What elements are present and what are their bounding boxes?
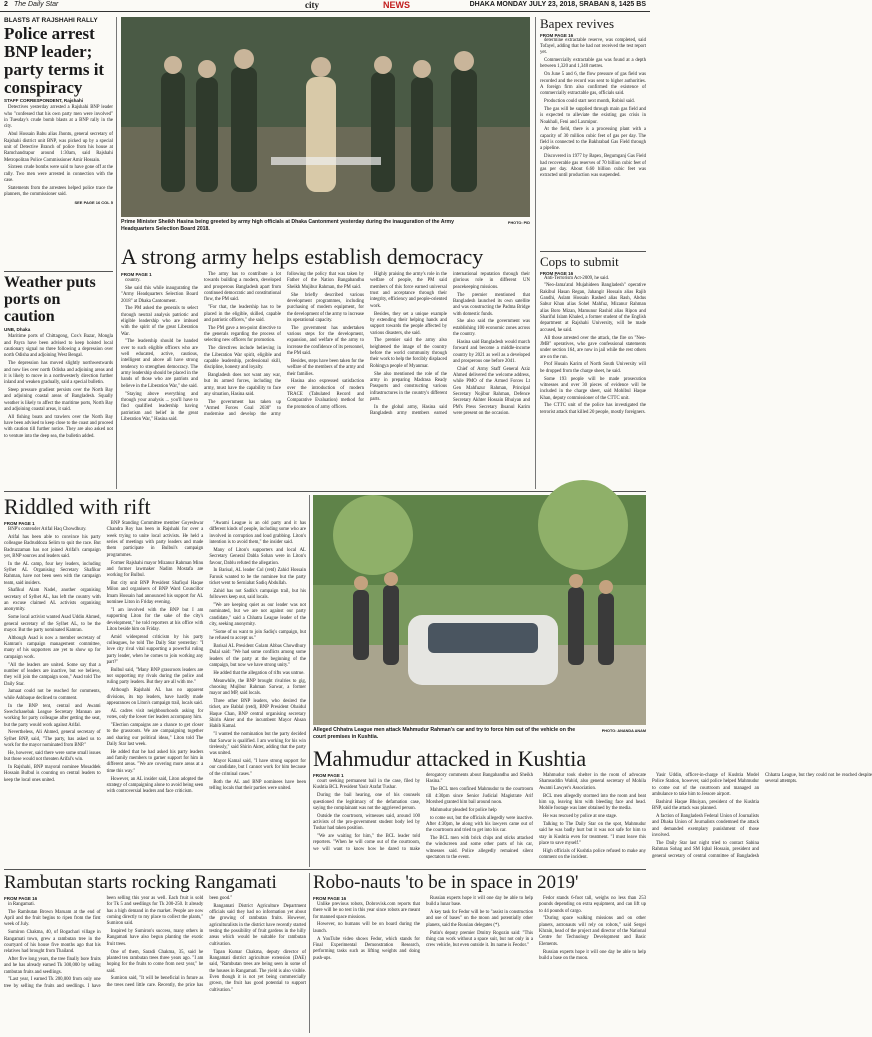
paragraph: "The leadership should be handed over to such eligible officers who are well educated, active, cautious, intelligent and above all have strong tendency to strengthen democracy. The army leadership should be placed in the hands of those who are patriots and believe in the Liberation War," she said. — [121, 339, 198, 389]
paragraph: "Some of us want to join Sadiq's campaign, but he refused to accept us." — [209, 629, 306, 642]
paragraph: High officials of Kushtia police refused to make any comment on the incident. — [539, 848, 646, 861]
column-divider — [309, 495, 310, 867]
paragraph: The depression has moved slightly northwestwards and now lies over north Odisha and adjoining areas and it is likely to move in a northwesterly direction further inland and weaken gradually, said a special bulletin. — [4, 361, 113, 386]
paragraph: Many of Liton's supporters and local AL Secretary General Dabla Sohan were in Liton's favour, Dablu refuted the allegation. — [209, 547, 306, 566]
robonauts-kicker: FROM PAGE 16 — [313, 895, 347, 901]
cops-story — [540, 255, 646, 487]
divider — [4, 491, 646, 492]
paper-name: The Daily Star — [14, 1, 59, 8]
paragraph: Outside the courtroom, witnesses said, around 100 activists of the pro-government student body led by Tushar had taken position. — [313, 813, 420, 832]
paragraph: During the bail hearing, one of his counsels questioned the legitimacy of the defamation case, saying the complainant was not the aggrieved person. — [313, 793, 420, 811]
paragraph: Talking to The Daily Star on the spot, Mahmudur said he was badly hurt but it was not safe for him to stay in Kushtia even for treatment. "I must leave this place to save myself." — [539, 821, 646, 846]
paragraph: The CTTC unit of the police has investigated the terrorist attack that killed 20 people, mostly foreigners. — [540, 403, 646, 415]
paragraph: "For that, the leadership has to be placed in the eligible, skilled, capable and patriotic officers," she said. — [204, 305, 281, 323]
divider — [4, 869, 646, 870]
paragraph: Bangladesh does not want any war, but its armed forces, including the army, must have the capability to face any situation, Hasina said. — [204, 373, 281, 397]
riddled-story — [4, 495, 306, 865]
paragraph: Mayor Kamal said, "I have strong support for our candidate, but I cannot work for him because of the criminal cases." — [209, 759, 306, 777]
paragraph: After five long years, the tree finally bore fruits and he has already earned Tk 300,000 by selling rambutan fruits and seedlings. — [4, 957, 101, 975]
paragraph: Unlike previous robots, Dobrovisk.com reports that there will be no test in this year since robots are meant for manned space missions. — [313, 901, 420, 920]
army-photo-credit: PHOTO: PID — [507, 221, 530, 225]
rambutan-kicker: FROM PAGE 16 — [4, 895, 38, 901]
paragraph: The army has to contribute a lot towards building a modern, developed and prosperous Bangladesh apart from continued democratic and constitutional flow, the PM said. — [204, 272, 281, 303]
section-name: city — [305, 0, 319, 10]
column-divider — [309, 873, 310, 1033]
paragraph: The BCL men with brick chips and sticks attacked the windscreen and some other parts of his car, witnesses said. Police allegedly remained silent spectators to the event. — [426, 836, 533, 861]
weather-byline: UNB, Dhaka — [4, 327, 31, 333]
rajshahi-kicker: BLASTS AT RAJSHAHI RALLY — [4, 17, 98, 24]
kushtia-photo-credit: PHOTO: ANANDA ANAM — [601, 729, 646, 733]
paragraph: BNP Standing Committee member Goyeshwar Chandra Roy has been in Rajshahi for over a week trying to unite local activists. He held a series of meetings with party leaders and made them participate in Bulbul's campaign programmes. — [106, 521, 204, 558]
paragraph: The government has undertaken various steps for the development, expansion, and welfare of the army to increase the confidence of its personnel, the PM said. — [287, 325, 364, 357]
paragraph: On June 5 and 6, the flow pressure of gas field was recorded and the record was sent to higher authorities. A foreign firm also confirmed the existence of commercially extractable gas, officials said. — [540, 72, 646, 97]
cops-headline: Cops to submit — [540, 254, 619, 269]
paragraph: Detectives yesterday arrested a Rajshahi BNP leader who "confessed that his own party men were involved" in Tuesday's crude bomb blasts at a BNP rally in the city. — [4, 105, 113, 130]
robonauts-story — [313, 873, 646, 1033]
paragraph: Barisal AL President Golam Abbas Chowdhury Dulal said: "We had some conflicts among some leaders of the party at the beginning of the campaign, but now we have strong unity." — [209, 644, 306, 668]
paragraph: She also mentioned the role of the army in preparing Madrasa Ready Passports and constructing various infrastructures in the country's different parts. — [370, 371, 447, 402]
army-story — [121, 245, 530, 485]
column-divider — [116, 17, 117, 489]
paragraph: The Daily Star last night tried to contact Sabina Rahman Sohag and SM Iqbal Hossain, president and general secretary of central committee of Bangladesh Chhatra League, but they could not be reached despite several attempts. — [652, 773, 872, 859]
bapex-story — [540, 17, 646, 249]
paragraph: All fishing boats and trawlers over the North Bay have been advised to keep close to the coast and proceed with caution till further notice. They are also asked not to venture into the deep sea, the bulletin added. — [4, 414, 113, 439]
paragraph: Hasina also expressed satisfaction over the introduction of modern TRACE (Tabulated Record and Comparative Evaluation) method for the promotion of army officers. — [287, 379, 364, 410]
kushtia-story — [313, 746, 872, 865]
paragraph: "Awami League is an old party and it has different kinds of people, including some who are involved in corruption and loud grabbing. Liton's intention is to avoid them," the insider said. — [209, 521, 306, 546]
paragraph: BNP's contender Arifal Haq Chowdhury. — [8, 527, 87, 533]
paragraph: In the global army, Hasina said Bangladesh army members earned international reputation through their glorious role in different UN peacekeeping missions. — [370, 272, 530, 416]
rambutan-body — [4, 896, 306, 1030]
masthead — [0, 0, 650, 12]
paragraph: Steep pressure gradient persists over the North Bay and adjoining coastal areas of Bangladesh. Squally weather is likely to affect the maritime ports, North Bay and adjoining coastal areas, it said. — [4, 388, 113, 412]
paragraph: BCL men allegedly stormed into the room and beat him up, leaving him with bleeding face and head. Mobile footage was later obtained by the media. — [539, 793, 646, 812]
bapex-body — [540, 38, 646, 180]
rajshahi-headline: Police arrest BNP leader; party terms it conspiracy — [4, 24, 105, 97]
paragraph: Although Asad is now a member secretary of Kamran's campaign management committee, many of his supporters are yet to show up for campaign work. — [4, 635, 101, 660]
paragraph: Both the AL and BNP nominees have been telling locals that their parties were united. — [209, 779, 306, 791]
paragraph: in Rangamati. — [8, 901, 35, 907]
paragraph: Zahid has not Sadik's campaign trail, but his followers keep out, said locals. — [209, 588, 306, 601]
paragraph: Sixteen crude bombs were said to have gone off at the rally. Two men were arrested in connection with the case. — [4, 165, 113, 183]
paragraph: Shafikul Alam Nadel, another organising secretary of Sylhet AL, has left the country with an excuse claimed AL activists organising anonymity. — [4, 588, 101, 613]
paragraph: Commercially extractable gas was found at a depth between 1,320 and 1,340 metres. — [540, 58, 646, 70]
paragraph: He, however, said there were some small issues but those would not threaten Arifal's win. — [4, 750, 101, 763]
dateline: DHAKA MONDAY JULY 23, 2018, SRABAN 8, 1425 BS — [469, 1, 646, 8]
page-number: 2 — [4, 1, 8, 8]
army-caption-row — [121, 219, 530, 237]
divider — [4, 271, 113, 272]
robonauts-headline: Robo-nauts 'to be in space in 2019' — [313, 872, 579, 893]
paragraph: The PM gave a ten-point directive to the generals regarding the process of selecting new officers for promotion. — [204, 325, 281, 344]
paragraph: However, no humans will be on board during the launch. — [313, 922, 420, 934]
paragraph: Yasir Uddin, officer-in-charge of Kushtia Model Police Station, however, said police helped Mahmudur to come out of the courtroom and managed an ambulance to take him to Jessore airport. — [652, 773, 759, 798]
paragraph: At the field, there is a processing plant with a capacity of 30 million cubic feet of gas per day. The field is connected to the Bakhrabad Gas Field through a pipeline. — [540, 127, 646, 152]
paragraph: Amid widespread criticism by his party colleagues, he told The Daily Star yesterday: "I love city rival vital supporting a powerful ruling party leader, when he comes to join working any part?" — [106, 634, 204, 665]
paragraph: "All the leaders are united. Some say that a number of leaders are inactive, but we believe, they will join the campaign soon," Asad told The Daily Star. — [4, 662, 101, 687]
paragraph: The premier said the army also heightened the image of the country before the world community through their work to help the forcibly displaced Rohingya people of Myanmar. — [370, 338, 447, 369]
paragraph: Putin's deputy premier Dmitry Rogozin said: "This thing can work without a space suit, but not only in a crew vehicle, but even outside it. Its name is Feodor." — [426, 930, 533, 949]
army-body — [121, 272, 530, 484]
paragraph: Hasina said Bangladesh would march forward and become a middle-income country by 2021 as well as a developed and prosperous one before 2041. — [453, 339, 530, 364]
army-headline: A strong army helps establish democracy — [121, 244, 484, 269]
paragraph: Three other BNP leaders, who desired the ticket, are Bablal (retd), BNP President Obaidul Haque Chan, BNP central organising secretary Shirin Akter and the incumbent Mayor Ahsan Habib Kamal. — [209, 699, 306, 730]
rambutan-headline: Rambutan starts rocking Rangamati — [4, 872, 277, 893]
paragraph: Fedor stands 6-foot tall, weighs no less than 253 pounds depending on extra equipment, and can lift up to 44 pounds of cargo. — [539, 895, 646, 914]
riddled-kicker: FROM PAGE 1 — [4, 521, 35, 527]
paragraph: Besides, steps have been taken for the welfare of the members of the army and their families. — [287, 358, 364, 377]
paragraph: But city unit BNP President Shafiqul Haque Milon and organisers of BNP Ward Councillor Imam Hossain had announced his support for AL nominee Liton in Friday evening. — [106, 581, 204, 606]
paragraph: Former Rajshahi mayor Mizanur Rahman Minu and former lawmaker Nadim Mostafa are working for Bulbul. — [106, 560, 204, 579]
army-photo-illustration — [121, 17, 530, 217]
news-tag: NEWS — [383, 0, 410, 10]
paragraph: Russian experts hope it will one day be able to help build a lunar base. — [426, 895, 533, 908]
paragraph: "We are waiting for him," the BCL leader told reporters. "When he will come out of the courtroom, we will want to know how he dared to make derogatory comments about Bangabandhu and Sheikh Hasina." — [313, 773, 533, 852]
army-photo-caption: Prime Minister Sheikh Hasina being greeted by army high officials at Dhaka Cantonment yesterday during the inauguration of the Army Headquarters Selection Board 2018. — [121, 219, 455, 232]
paragraph: The directives include believing in the Liberation War spirit, eligible and capable leadership, professional skill, discipline, honesty and loyalty. — [204, 346, 281, 371]
paragraph: Maritime ports of Chittagong, Cox's Bazar, Mongla and Payra have been advised to keep hoisted local cautionary signal no three following a depression over north Odisha and adjoining West Bengal. — [4, 334, 113, 359]
paragraph: In the AL camp, four key leaders, including Sylhet AL Organising Secretary Shafikur Rahman, have not been seen with the campaign team, said insiders. — [4, 561, 101, 586]
paragraph: A YouTube video shows Fedor, which stands for Final Experimental Demonstration Research, performing tasks such as lifting weights and doing push-ups. — [313, 936, 420, 961]
bapex-headline: Bapex revives — [540, 16, 615, 31]
paragraph: A faction of Bangladesh Federal Union of Journalists and Dhaka Union of Journalists condemned the attack and demanded exemplary punishment of those involved. — [652, 814, 759, 839]
weather-headline: Weather puts ports on caution — [4, 274, 96, 325]
kushtia-caption-row — [313, 727, 646, 745]
paragraph: Jamaat could not be reached for comments, while Ashbaque declined to comment. — [4, 689, 101, 701]
paragraph: Sumiron said, "It will be beneficial in future as the trees need little care. Recently, the price has been good." — [106, 895, 233, 988]
paragraph: She said this while inaugurating the "Army Headquarters Selection Board 2018" at Dhaka Cantonment. — [121, 285, 198, 304]
paragraph: The premier mentioned that Bangladesh launched its own satellite and was constructing the Padma Bridge with domestic funds. — [453, 292, 530, 317]
paragraph: Rangamati District Agriculture Department officials said they had no information yet about the growing of rambutan fruits. However, agriculturalists in the district have recently started testing the possibility of fruit gardens in the hilly areas which would be suitable for rambutan cultivation. — [209, 903, 306, 947]
paragraph: However, an AL insider said, Liton adopted the strategy of campaigning alone to avoid being seen with controversial leaders and face criticism. — [106, 776, 204, 795]
paragraph: Mahmudur pleaded for police help — [430, 807, 497, 813]
paragraph: He was rescued by police at one stage. — [543, 814, 618, 820]
kushtia-headline: Mahmudur attacked in Kushtia — [313, 746, 587, 771]
paragraph: "I wanted the nomination but the party decided that Sarwar is qualified. I am working for his win tirelessly," said Shirin Akter, adding that the party was united. — [209, 732, 306, 757]
paragraph: Bashirul Haque Bhuiyan, president of the Kushtia BNP, said the attack was planned. — [652, 799, 759, 812]
kushtia-kicker: FROM PAGE 1 — [313, 773, 344, 779]
riddled-headline: Riddled with rift — [4, 494, 151, 519]
army-kicker: FROM PAGE 1 — [121, 272, 152, 278]
rajshahi-body — [4, 105, 113, 198]
weather-story — [4, 275, 113, 485]
paragraph: A key task for Fedor will be to "assist in construction and use of bases" on the moon and potentially other planets, said the Russian delegates (*). — [426, 910, 533, 928]
paragraph: Chief of Army Staff General Aziz Ahmed delivered the welcome address, while PMO of the Armed Forces Lt Gen Mahfuzur Rahman, Principal Secretary Nojibur Rahman, Defence Secretary Akhter Hossain Bhuiyan and PM's Press Secretary Ihsanul Karim were present on the occasion. — [453, 366, 530, 416]
weather-body — [4, 334, 113, 440]
paragraph: "During space walking missions and on other planets, astronauts will rely on robots," said Sergei Khrain, head of the project and director of the National Centre for Technology Development and Basic Elements. — [539, 916, 646, 947]
jump-line: SEE PAGE 16 COL 5 — [74, 200, 113, 206]
paragraph: determine extractable reserve, was completed, said Tofayel, adding that he had not received the test report yet. — [540, 37, 646, 56]
kushtia-body — [313, 773, 872, 863]
paragraph: Abul Hossain Babu alias Jhontu, general secretary of Rajshahi district unit BNP, was picked up by a special unit of Detective Branch of police from his house at Ramchandrapur around 1:30am, said Rajshahi Metropolitan Police Commissioner Amir Hossain. — [4, 132, 113, 163]
riddled-body — [4, 521, 306, 863]
paragraph: "We are keeping quiet as our leader was not nominated, but we are not against our party candidate," said a Chhatra League leader of the city, seeking anonymity. — [209, 603, 306, 628]
paragraph: "Last year, I earned Tk 200,000 from only one tree by selling the fruits and seedlings. I have been selling this year as well. Each fruit is sold for Tk 5 and seedlings for Tk 200-250. It already has a high demand in the market. People are now coming directly to my place to collect the plants," Sumiron said. — [4, 895, 204, 989]
paragraph: One of them, Saradi Chakma, 35, said he planted ten rambutan trees three years ago. "I am hoping for the fruits to come from next year," he said. — [106, 949, 204, 974]
paragraph: He added that the allegation of rifts was untrue. — [213, 670, 305, 676]
paragraph: The PM asked the generals to select through neutral analysis patriotic and eligible leadership who are imbued with the spirit of the great Liberation War. — [121, 306, 198, 337]
paragraph: "Neo-Jama'atul Mujahideen Bangladesh" operative Rakibul Hasan Regan, Jahangir Hossain alias Rajib Gandhi, Aslam Hossain Rashed alias Rash, Abdus Sabur Khan alias Sohel Mahfuz, Mizanur Rahman alias Boro Mizan, Mamunur Rashid alias Ripon and Shariful Islam Khaled, a former student of the English department at Rajshahi University, will be made accused, he said. — [540, 283, 646, 333]
rambutan-story — [4, 873, 306, 1033]
paragraph: In Barisal, AL leader Col (retd) Zahid Hossain Farouk wanted to be the nominee but the party ticket went to Serniabat Sadiq Abdullah. — [209, 568, 306, 587]
rajshahi-story — [4, 17, 113, 267]
paragraph: Mahmudur took shelter in the room of advocate Shamsuddin Wahid, also general secretary of Mohila Awami Lawyer's Association. — [539, 773, 646, 791]
paragraph: Meanwhile, the BNP brought rivalries to gig, choosing Mujibur Rahman Sarwar, a former mayor and MP, said locals. — [209, 678, 306, 697]
paragraph: In the BNP tent, central and Awami Swechchasebak League Secretary Mannan are working for party colleague after getting the seat, but the party would work against Arifal. — [4, 703, 101, 728]
paragraph: Inspired by Sumiron's success, many others in Rangamati have also begun planting the exotic fruit trees. — [106, 929, 204, 947]
paragraph: Some local activist wanted Asad Uddin Ahmed, general secretary of the Sylhet AL, to be the mayor. But the party nominated Kamran. — [4, 615, 101, 633]
paragraph: Although Rajshahi AL has no apparent divisions, its top leaders, have hardly made appearances on Liton's campaign trail, locals said. — [106, 688, 204, 706]
army-photo — [121, 17, 530, 217]
paragraph: Anti-Terrorism Act-2009, he said. — [544, 275, 610, 281]
paragraph: The BCL men confined Mahmudur to the courtroom till 4:30pm since Senior Judicial Magistrate Arif Morshed granted him bail around noon. — [426, 787, 533, 805]
bapex-kicker: FROM PAGE 16 — [540, 32, 574, 38]
paragraph: She briefly described various development programmes, including purchasing of modern equipment, for the development of the army to increase its operational capacity. — [287, 292, 364, 323]
paragraph: The Rambutan Brown Maruam at the end of April and the fruit begins to ripen from the first week of July. — [4, 909, 101, 928]
paragraph: Statements from the arrestees helped police trace the planners, the commissioner said. — [4, 185, 113, 198]
paragraph: Some 193 people will be made prosecution witnesses and over 30 pieces of evidence will be included in the charge sheet, said Mohibul Haque Khan, deputy commissioner of the CTTC unit. — [540, 376, 646, 401]
cops-kicker: FROM PAGE 16 — [540, 270, 574, 276]
cops-body — [540, 276, 646, 416]
paragraph: All those arrested over the attack, the fire on "Neo-JMB" operatives, who gave confessional statements under section 164, are now in jail while the rest others are on the run. — [540, 335, 646, 360]
paragraph: The government has taken up "Armed Forces Goal 2030" to modernise and develop the army following the policy that was taken by Father of the Nation Bangabandhu Sheikh Mujibur Rahman, the PM said. — [204, 272, 364, 418]
paragraph: court seeking permanent bail in the case, filed by Kushtia BCL President Yasir Arafat Tushar. — [313, 779, 420, 791]
paragraph: She also said the government was establishing 100 economic zones across the country. — [453, 319, 530, 338]
rajshahi-byline: STAFF CORRESPONDENT, Rajshahi — [4, 98, 84, 104]
kushtia-photo-illustration — [313, 495, 646, 725]
paragraph: Discovered in 1977 by Bapex, Begumganj Gas Field had recoverable gas reserves of 70 billion cubic feet of gas per day. About 6.60 billion cubic feet was extracted until production was suspended. — [540, 154, 646, 179]
paragraph: "Staying above everything and through your analysis ... you'll have to find qualified leadership having patriotism and belief in the great Liberation War," Hasina said. — [121, 391, 198, 422]
paragraph: Nevertheless, Ali Ahmed, general secretary of Sylhet BNP, said, "The party, has asked us to work for the mayor nominated from BNP." — [4, 730, 101, 749]
column-divider — [535, 17, 536, 489]
paragraph: Prof Husain Karim of North South University will be dropped from the charge sheet, he said. — [540, 362, 646, 374]
paragraph: He added that he had asked his party leaders and family members to garner support for him in different areas. "We are covering more areas at a time this way." — [106, 749, 204, 774]
paragraph: Highly praising the army's role in the welfare of people, the PM said members of this force earned universal trust and acceptance through their integrity, efficiency and people-oriented work. — [370, 272, 447, 309]
kushtia-photo — [313, 495, 646, 725]
paragraph: AL cadres visit neighbourhoods asking for votes, only the lower tier leaders accompany him. — [106, 708, 204, 721]
divider — [540, 251, 646, 252]
paragraph: "Election campaigns are a chance to get closer to the grassroots. We are campaigning together and sharing our political ideas," Liton told The Daily Star last week. — [106, 722, 204, 747]
paragraph: Bulbul said, "Many BNP grassroots leaders are not supporting my rivals during the police and ruling party leaders. But they are all with me." — [106, 667, 204, 686]
paragraph: "I am involved with the BNP but I am supporting Liton for the sake of the city's development," he told reporters at his office with Liton beside him on Friday. — [106, 607, 204, 632]
paragraph: Sumiron Chakma, 40, of Bogachari village in Rangamati town, grew a rambutan tree in the courtyard of his house five months ago that his relatives had brought from Thailand. — [4, 930, 101, 955]
paragraph: Arifal has been able to convince his party colleague Badruddoza Selim to quit the race. But Badruzzaman has not joined Arifal's campaign yet, BNP sources and leaders said. — [4, 534, 101, 559]
paragraph: Besides, they set a unique example by extending their helping hands and support towards the people affected by various disasters, she said. — [370, 311, 447, 336]
paragraph: to come out, but the officials allegedly were inactive. After 4:30pm, he along with his lawyers came out of the courtroom and tried to get into his car. — [426, 815, 533, 834]
paragraph: Russian experts hope it will one day be able to help build a base on the moon. — [539, 949, 646, 961]
paragraph: In Rajshahi, BNP mayoral nominee Mosaddek Hossain Bulbul is counting on central leaders to keep the local ones united. — [4, 765, 101, 783]
robonauts-body — [313, 896, 646, 1030]
paragraph: Tapan Kumar Chakma, deputy director of Rangamati district agriculture extension (DAE) said, "Rambutan trees are being seen in some of the houses in Rangamati. The yield is also visible. Even though it is not yet being commercially grown, the fruit has good potential to support cultivation." — [209, 949, 306, 993]
paragraph: country. — [125, 278, 141, 284]
kushtia-photo-caption: Alleged Chhatra League men attack Mahmudur Rahman's car and try to force him out of the vehicle on the court premises in Kushtia. — [313, 727, 576, 740]
paragraph: Production could start next month, Robiul said. — [544, 99, 635, 105]
paragraph: The gas will be supplied through main gas field and is expected to alleviate the existing gas crisis in Noakhali, Feni and Laxmipur. — [540, 106, 646, 125]
